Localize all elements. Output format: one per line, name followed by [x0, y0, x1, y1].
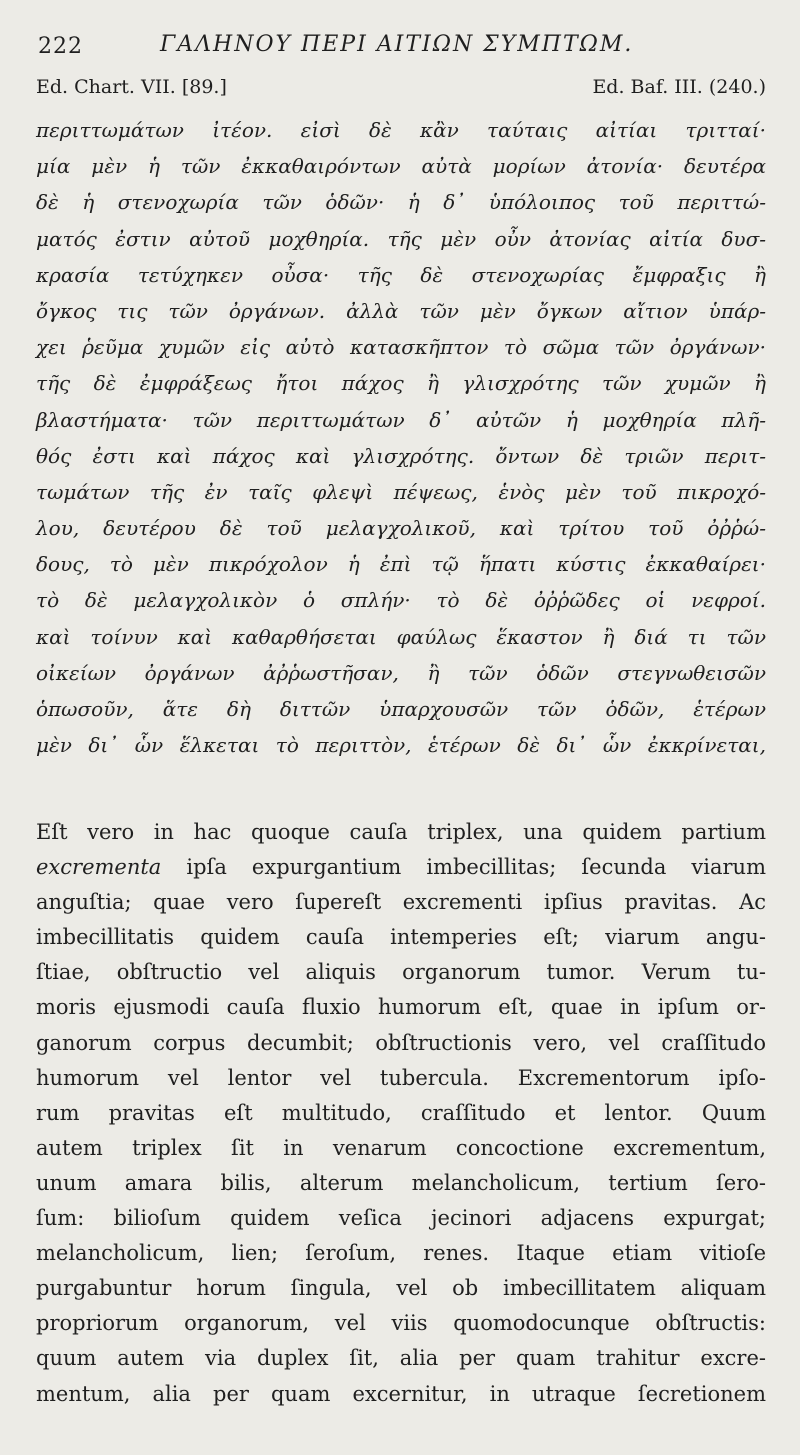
- greek-line: μὲν δι᾽ ὧν ἕλκεται τὸ περιττὸν, ἑτέρων δὲ δι᾽ ὧν ἐκκρίνεται,: [36, 733, 766, 758]
- page-number: 222: [38, 34, 83, 59]
- latin-line-first-start: Eſt vero in hac quoque cauſa triplex, una quidem partium: [36, 820, 766, 844]
- edition-reference-right: Ed. Baf. III. (240.): [592, 76, 766, 98]
- latin-line: humorum vel lentor vel tubercula. Excrementorum ipſo-: [36, 1065, 766, 1090]
- latin-line: moris ejusmodi cauſa fluxio humorum eſt, quae in ipſum or-: [36, 995, 766, 1020]
- latin-line-second-rest: ipſa expurgantium imbecillitas; ſecunda viarum: [161, 855, 766, 880]
- latin-line: imbecillitatis quidem cauſa intemperies eſt; viarum angu-: [36, 925, 766, 950]
- greek-line: ὄγκος τις τῶν ὀργάνων. ἀλλὰ τῶν μὲν ὄγκων αἴτιον ὑπάρ-: [36, 298, 766, 323]
- latin-line: purgabuntur horum ſingula, vel ob imbecillitatem aliquam: [36, 1276, 766, 1301]
- greek-line: καὶ τοίνυν καὶ καθαρθήσεται φαύλως ἕκαστον ἢ διά τι τῶν: [36, 624, 766, 649]
- greek-line: κρασία τετύχηκεν οὖσα· τῆς δὲ στενοχωρίας ἔμφραξις ἢ: [36, 262, 766, 287]
- latin-line: ganorum corpus decumbit; obſtructionis vero, vel craſſitudo: [36, 1030, 766, 1055]
- latin-line: unum amara bilis, alterum melancholicum, tertium ſero-: [36, 1170, 766, 1195]
- greek-line: ὁπωσοῦν, ἅτε δὴ διττῶν ὑπαρχουσῶν τῶν ὁδῶν, ἑτέρων: [36, 697, 766, 721]
- page-header: [0, 30, 800, 64]
- latin-line: mentum, alia per quam excernitur, in utraque ſecretionem: [36, 1381, 766, 1406]
- edition-reference-left: Ed. Chart. VII. [89.]: [36, 76, 227, 98]
- latin-line-first: [36, 815, 766, 850]
- latin-line-second: [36, 850, 766, 885]
- running-title: ΓΑΛΗΝΟΥ ΠΕΡΙ ΑΙΤΙΩΝ ΣΥΜΠΤΩΜ.: [160, 32, 634, 57]
- latin-italic-word: excrementa: [36, 855, 162, 880]
- latin-line: autem triplex ſit in venarum concoctione excrementum,: [36, 1135, 766, 1160]
- greek-line: δὲ ἡ στενοχωρία τῶν ὁδῶν· ἡ δ᾽ ὑπόλοιπος τοῦ περιττώ-: [36, 190, 766, 215]
- greek-line: οἰκείων ὀργάνων ἀῤῥωστῆσαν, ἢ τῶν ὁδῶν στεγνωθεισῶν: [36, 660, 766, 685]
- greek-line: βλαστήματα· τῶν περιττωμάτων δ᾽ αὐτῶν ἡ μοχθηρία πλῆ-: [36, 407, 766, 432]
- greek-line: τωμάτων τῆς ἐν ταῖς φλεψὶ πέψεως, ἑνὸς μὲν τοῦ πικροχό-: [36, 479, 766, 504]
- greek-line: χει ῥεῦμα χυμῶν εἰς αὐτὸ κατασκῆπτον τὸ σῶμα τῶν ὀργάνων·: [36, 335, 766, 360]
- latin-line: ſtiae, obſtructio vel aliquis organorum tumor. Verum tu-: [36, 960, 766, 985]
- latin-line: rum pravitas eſt multitudo, craſſitudo et lentor. Quum: [36, 1100, 766, 1125]
- greek-line: ματός ἐστιν αὐτοῦ μοχθηρία. τῆς μὲν οὖν ἀτονίας αἰτία δυσ-: [36, 226, 766, 251]
- greek-text-block: [36, 112, 766, 763]
- greek-line: δους, τὸ μὲν πικρόχολον ἡ ἐπὶ τῷ ἥπατι κύστις ἐκκαθαίρει·: [36, 552, 766, 577]
- greek-line: θός ἐστι καὶ πάχος καὶ γλισχρότης. ὄντων δὲ τριῶν περιτ-: [36, 443, 766, 468]
- latin-line: propriorum organorum, vel viis quomodocunque obſtructis:: [36, 1311, 766, 1336]
- greek-line: τῆς δὲ ἐμφράξεως ἤτοι πάχος ἢ γλισχρότης τῶν χυμῶν ἢ: [36, 371, 766, 396]
- latin-text-block: [36, 815, 766, 1412]
- greek-line: τὸ δὲ μελαγχολικὸν ὁ σπλήν· τὸ δὲ ὀῤῥῶδες οἱ νεφροί.: [36, 588, 766, 613]
- greek-line: μία μὲν ἡ τῶν ἐκκαθαιρόντων αὐτὰ μορίων ἀτονία· δευτέρα: [36, 154, 766, 179]
- greek-line: περιττωμάτων ἰτέον. εἰσὶ δὲ κἂν ταύταις αἰτίαι τριτταί·: [36, 118, 766, 142]
- greek-line: λου, δευτέρου δὲ τοῦ μελαγχολικοῦ, καὶ τρίτου τοῦ ὀῤῥώ-: [36, 516, 766, 541]
- latin-line: quum autem via duplex ſit, alia per quam trahitur excre-: [36, 1346, 766, 1371]
- latin-line: anguſtia; quae vero ſupereſt excrementi ipſius pravitas. Ac: [36, 890, 766, 915]
- latin-line: melancholicum, lien; ſeroſum, renes. Itaque etiam vitioſe: [36, 1241, 766, 1266]
- latin-line: ſum: bilioſum quidem veſica jecinori adjacens expurgat;: [36, 1206, 766, 1231]
